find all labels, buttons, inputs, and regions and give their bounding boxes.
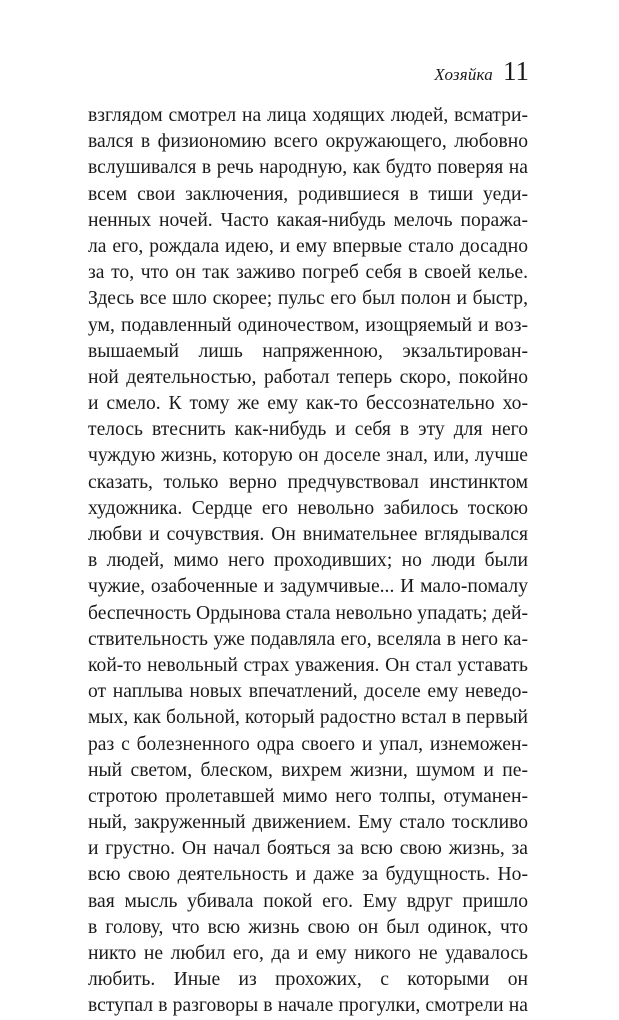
text-line: никто не любил его, да и ему никого не удавалось (88, 943, 528, 964)
text-line: ной деятельностью, работал теперь скоро, покойно (88, 366, 528, 388)
page-number: 11 (503, 56, 529, 86)
text-line: мых, как больной, который радостно встал в первый (88, 707, 528, 729)
text-line: стротою пролетавшей мимо него толпы, отуманен- (88, 785, 528, 807)
text-line: в голову, что всю жизнь свою он был одинок, что (88, 916, 528, 938)
text-line: любить. Иные из прохожих, с которыми он (88, 969, 528, 991)
text-line: ум, подавленный одиночеством, изощряемый и воз- (88, 314, 528, 336)
text-line: вышаемый лишь напряженною, экзальтирован- (88, 340, 528, 362)
text-line: всем свои заключения, родившиеся в тиши уеди- (88, 183, 528, 205)
text-line: и смело. К тому же ему как-то бессознательно хо- (88, 393, 528, 415)
text-line: кой-то невольный страх уважения. Он стал уставать (88, 654, 528, 676)
text-line: взглядом смотрел на лица ходящих людей, всматри- (88, 105, 528, 126)
text-line: художника. Сердце его невольно забилось тоскою (88, 497, 528, 519)
body-text (88, 103, 528, 1020)
text-line: чужие, озабоченные и задумчивые... И мало-помалу (88, 576, 528, 598)
text-line: раз с болезненного одра своего и упал, изнеможен- (88, 733, 528, 755)
running-head (434, 58, 529, 94)
text-line: вался в физиономию всего окружающего, любовно (88, 131, 528, 153)
text-line: ненных ночей. Часто какая-нибудь мелочь поража- (88, 209, 528, 231)
text-line: телось втеснить как-нибудь и себя в эту для него (88, 419, 528, 441)
text-line: вслушивался в речь народную, как будто поверяя на (88, 157, 528, 179)
text-line: Здесь все шло скорее; пульс его был полон и быстр, (88, 288, 528, 310)
text-line: любви и сочувствия. Он внимательнее вглядывался (88, 524, 528, 545)
running-title: Хозяйка (434, 65, 493, 84)
text-line: ла его, рождала идею, и ему впервые стало досадно (88, 235, 528, 257)
text-line: сказать, только верно предчувствовал инстинктом (88, 471, 528, 493)
text-line: в людей, мимо него проходивших; но люди были (88, 550, 528, 572)
text-line: ствительность уже подавляла его, вселяла в него ка- (88, 628, 528, 650)
text-line: от наплыва новых впечатлений, доселе ему неведо- (88, 681, 528, 703)
text-line: и грустно. Он начал бояться за всю свою жизнь, за (88, 838, 528, 860)
text-line: всю свою деятельность и даже за будущность. Но- (88, 864, 528, 886)
text-line: ный, закруженный движением. Ему стало тоскливо (88, 812, 528, 834)
text-line: за то, что он так заживо погреб себя в своей келье. (88, 262, 528, 284)
text-line: ный светом, блеском, вихрем жизни, шумом и пе- (88, 759, 528, 781)
text-line: чуждую жизнь, которую он доселе знал, или, лучше (88, 445, 528, 467)
text-line: вая мысль убивала покой его. Ему вдруг пришло (88, 890, 528, 912)
text-line: вступал в разговоры в начале прогулки, смотрели на (88, 995, 528, 1017)
text-line: беспечность Ордынова стала невольно упадать; дей- (88, 602, 528, 624)
